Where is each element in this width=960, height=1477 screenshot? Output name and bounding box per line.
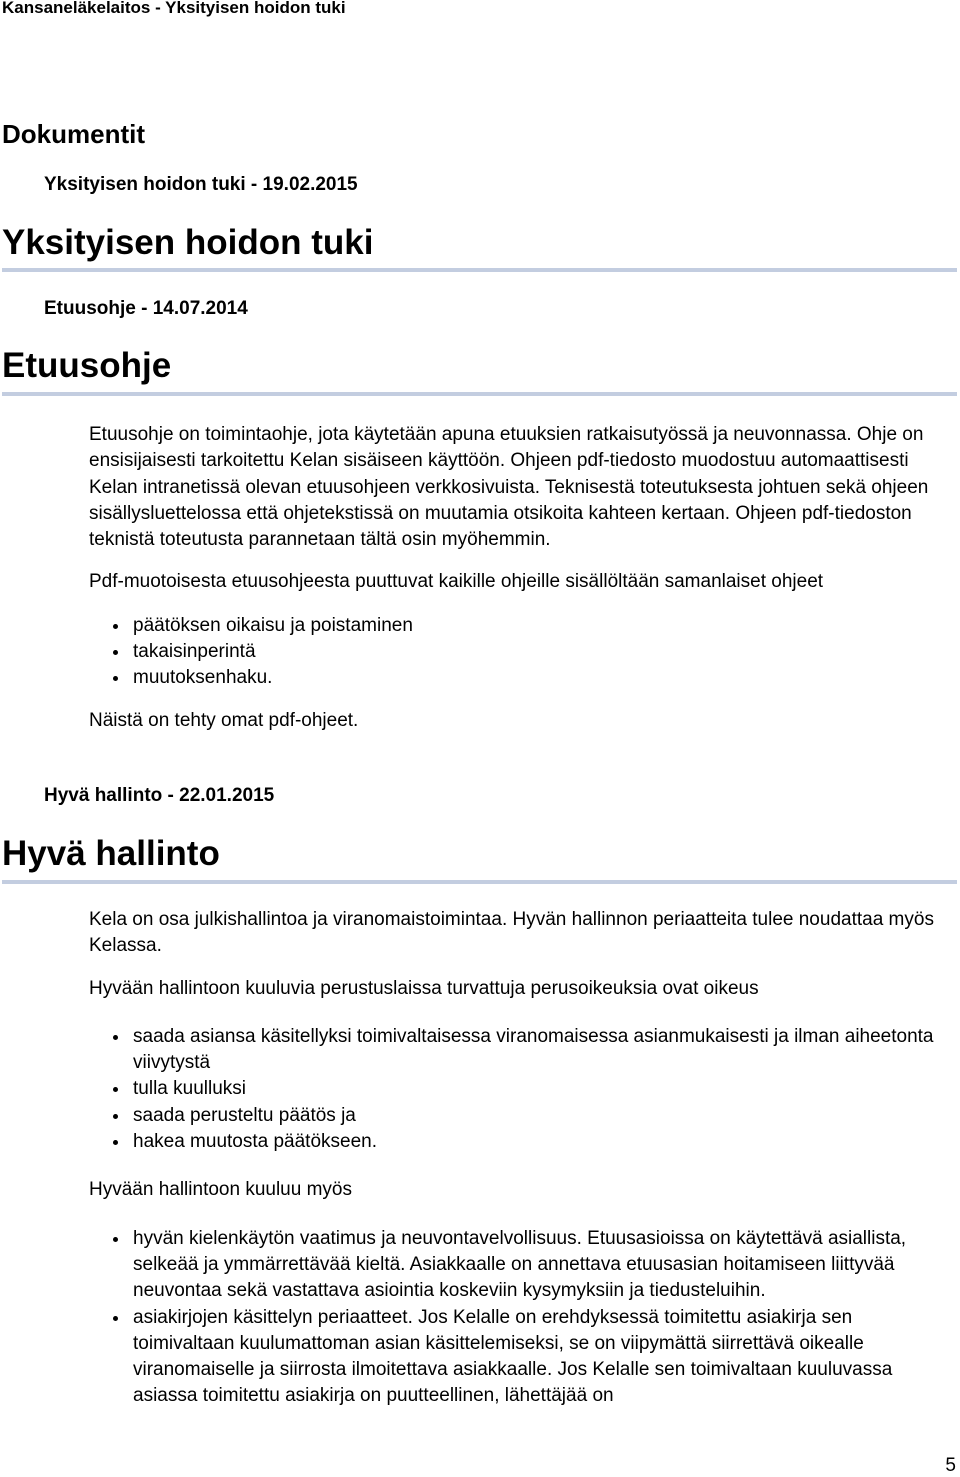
paragraph: Hyvään hallintoon kuuluvia perustuslaissa turvattuja perusoikeuksia ovat oikeus [89,977,759,999]
rights-list [89,1024,939,1155]
list-item: saada perusteltu päätös ja [89,1103,939,1129]
section-divider [2,392,957,396]
list-item: päätöksen oikaisu ja poistaminen [89,613,939,639]
list-item: saada asiansa käsitellyksi toimivaltaisessa viranomaisessa asianmukaisesti ja ilman aiheetonta viivytystä [89,1024,939,1077]
section-title-good-governance: Hyvä hallinto [2,834,220,873]
list-item: hyvän kielenkäytön vaatimus ja neuvontavelvollisuus. Etuusasioissa on käytettävä asiallista, selkeää ja ymmärrettävää kieltä. Asiakkaalle on annettava etuusasian hoitamiseen liittyvää neuvontaa sekä vastattava asiointia koskeviin kysymyksiin ja tiedusteluihin. [89,1226,939,1305]
governance-principles-list [89,1226,939,1410]
list-item: hakea muutosta päätökseen. [89,1129,939,1155]
section-title-benefit-guide: Etuusohje [2,346,172,385]
paragraph: Etuusohje on toimintaohje, jota käytetään apuna etuuksien ratkaisutyössä ja neuvonnassa. Ohje on ensisijaisesti tarkoitettu Kelan sisäiseen käyttöön. Ohjeen pdf-tiedosto muodostuu automaattisesti Kelan intranetissä olevan etuusohjeen verkkosivuista. Teknisestä toteutuksesta johtuen sekä ohjeen sisällysluettelossa että ohjetekstissä on muutamia otsikoita kahteen kertaan. Ohjeen pdf-tiedoston teknistä toteutusta parannetaan tältä osin myöhemmin. [89,424,929,551]
paragraph: Kela on osa julkishallintoa ja viranomaistoimintaa. Hyvän hallinnon periaatteita tulee noudattaa myös Kelassa. [89,909,934,957]
page-number: 5 [945,1455,956,1476]
doc-meta-private-care: Yksityisen hoidon tuki - 19.02.2015 [44,174,358,195]
documents-heading: Dokumentit [2,119,145,149]
section-divider [2,268,957,272]
good-governance-body [89,907,939,1410]
list-item: muutoksenhaku. [89,665,939,691]
list-item: takaisinperintä [89,639,939,665]
benefit-guide-body [89,422,939,734]
paragraph: Pdf-muotoisesta etuusohjeesta puuttuvat kaikille ohjeille sisällöltään samanlaiset ohjeet [89,571,824,593]
list-item: tulla kuulluksi [89,1076,939,1102]
list-item: asiakirjojen käsittelyn periaatteet. Jos Kelalle on erehdyksessä toimitettu asiakirja sen toimivaltaan kuulumattoman asian käsittelemiseksi, se on viipymättä siirrettävä oikealle viranomaiselle ja siirrosta ilmoitettava asiakkaalle. Jos Kelalle sen toimivaltaan kuuluvassa asiassa toimitettu asiakirja on puutteellinen, lähettäjää on [89,1305,939,1410]
section-divider [2,880,957,884]
running-header: Kansaneläkelaitos - Yksityisen hoidon tuki [2,0,346,17]
doc-meta-benefit-guide: Etuusohje - 14.07.2014 [44,298,248,319]
excluded-guides-list [89,613,939,692]
doc-meta-good-governance: Hyvä hallinto - 22.01.2015 [44,785,275,806]
section-title-private-care: Yksityisen hoidon tuki [2,223,374,262]
paragraph: Hyvään hallintoon kuuluu myös [89,1179,352,1201]
paragraph: Näistä on tehty omat pdf-ohjeet. [89,709,359,731]
